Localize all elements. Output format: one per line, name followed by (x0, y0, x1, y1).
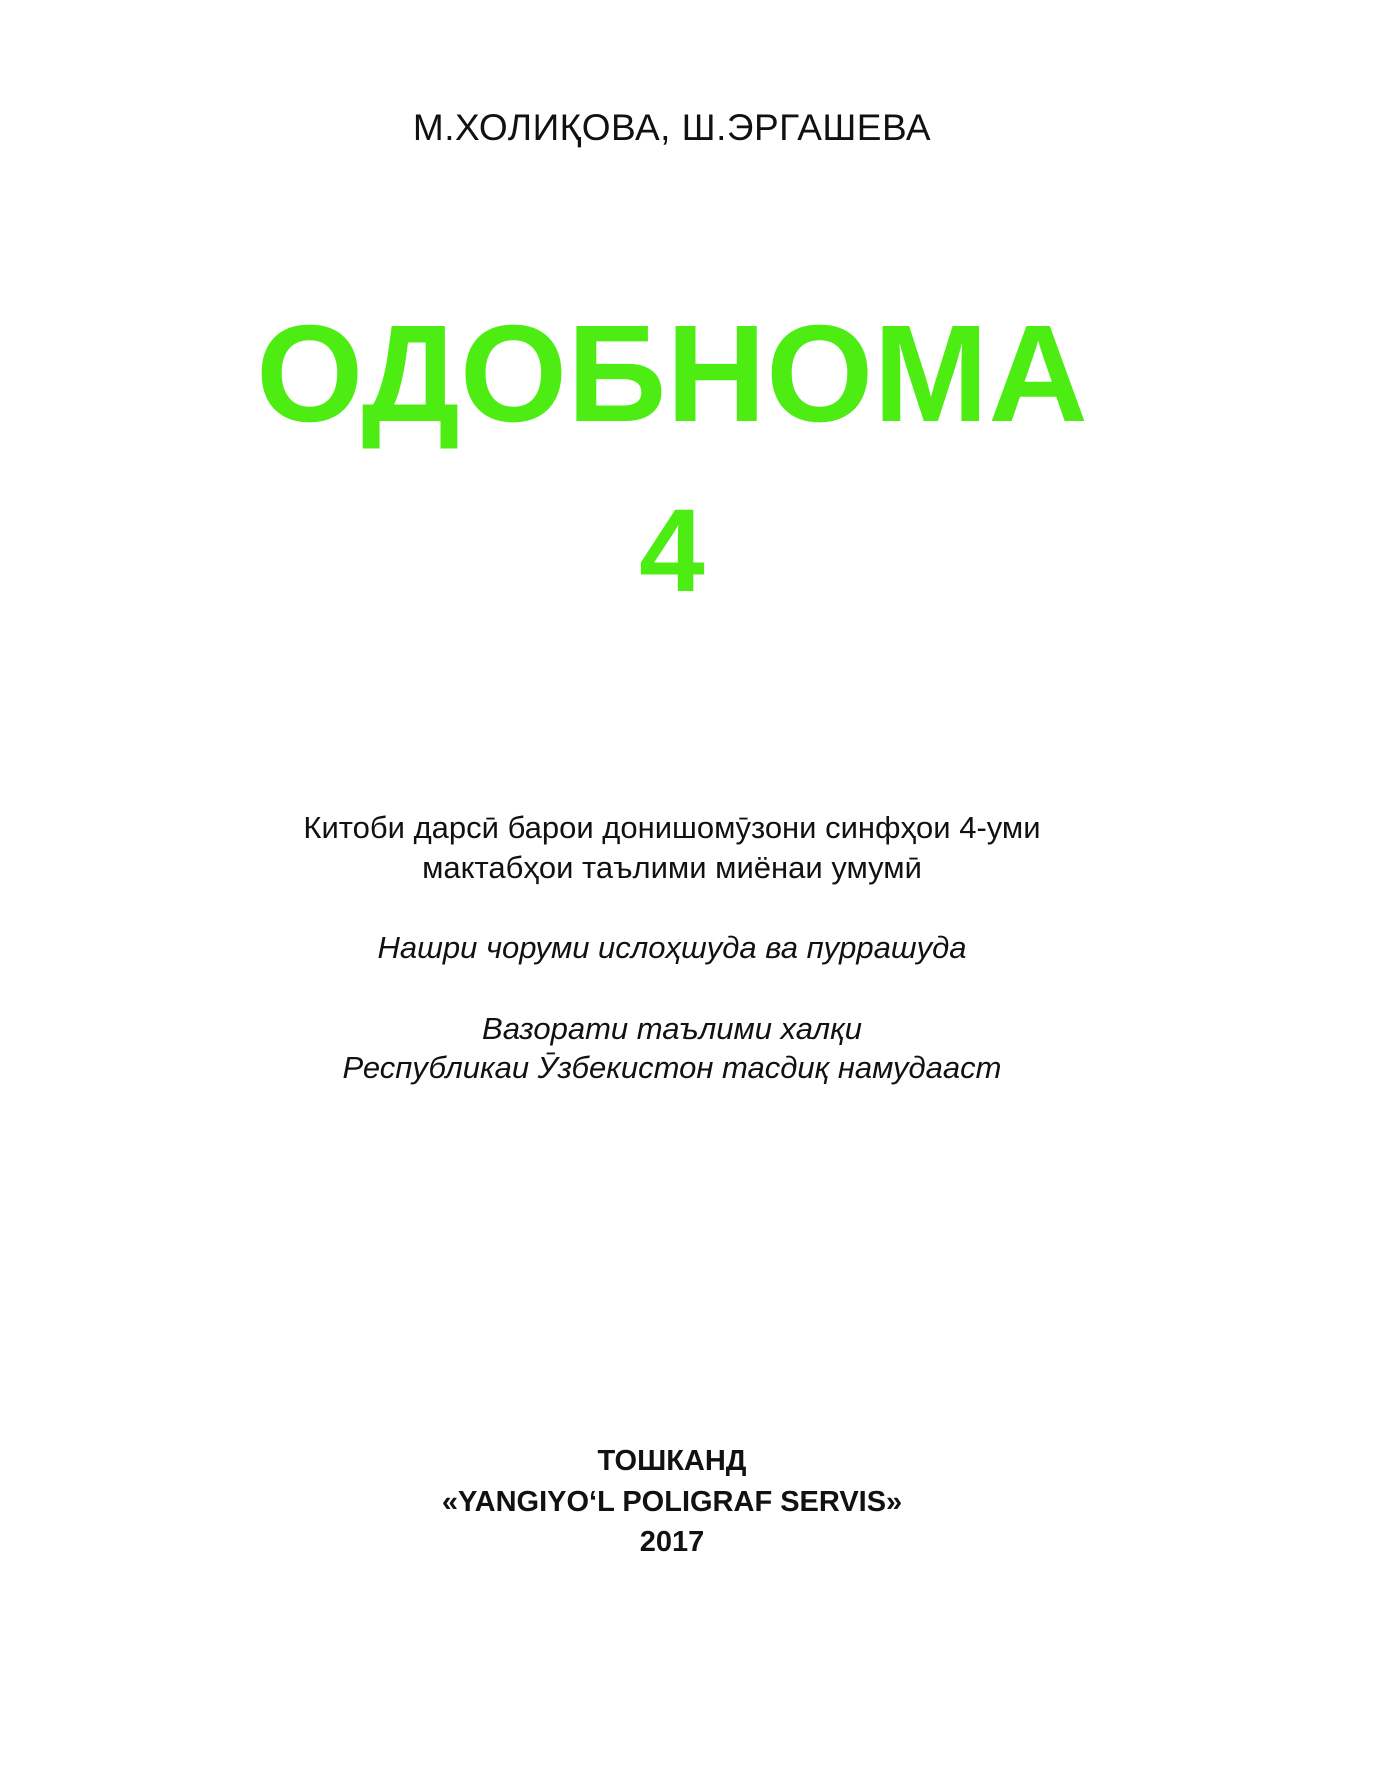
authors: М.ХОЛИҚОВА, Ш.ЭРГАШЕВА (412, 107, 932, 148)
grade-number: 4 (639, 485, 705, 617)
imprint-year: 2017 (639, 1526, 705, 1558)
description-line-1: Китоби дарсӣ барои донишомӯзони синфҳои 4-уми (303, 810, 1041, 845)
imprint-city: ТОШКАНД (597, 1445, 747, 1477)
approval-line-2: Республикаи Ӯзбекистон тасдиқ намудааст (342, 1050, 1002, 1085)
imprint-publisher: «YANGIYO‘L POLIGRAF SERVIS» (441, 1486, 903, 1518)
book-title: ОДОБНОМА (256, 297, 1088, 451)
edition-note: Нашри чоруми ислоҳшуда ва пуррашуда (377, 930, 967, 965)
description-line-2: мактабҳои таълими миёнаи умумӣ (422, 850, 922, 885)
approval-line-1: Вазорати таълими халқи (482, 1011, 862, 1046)
